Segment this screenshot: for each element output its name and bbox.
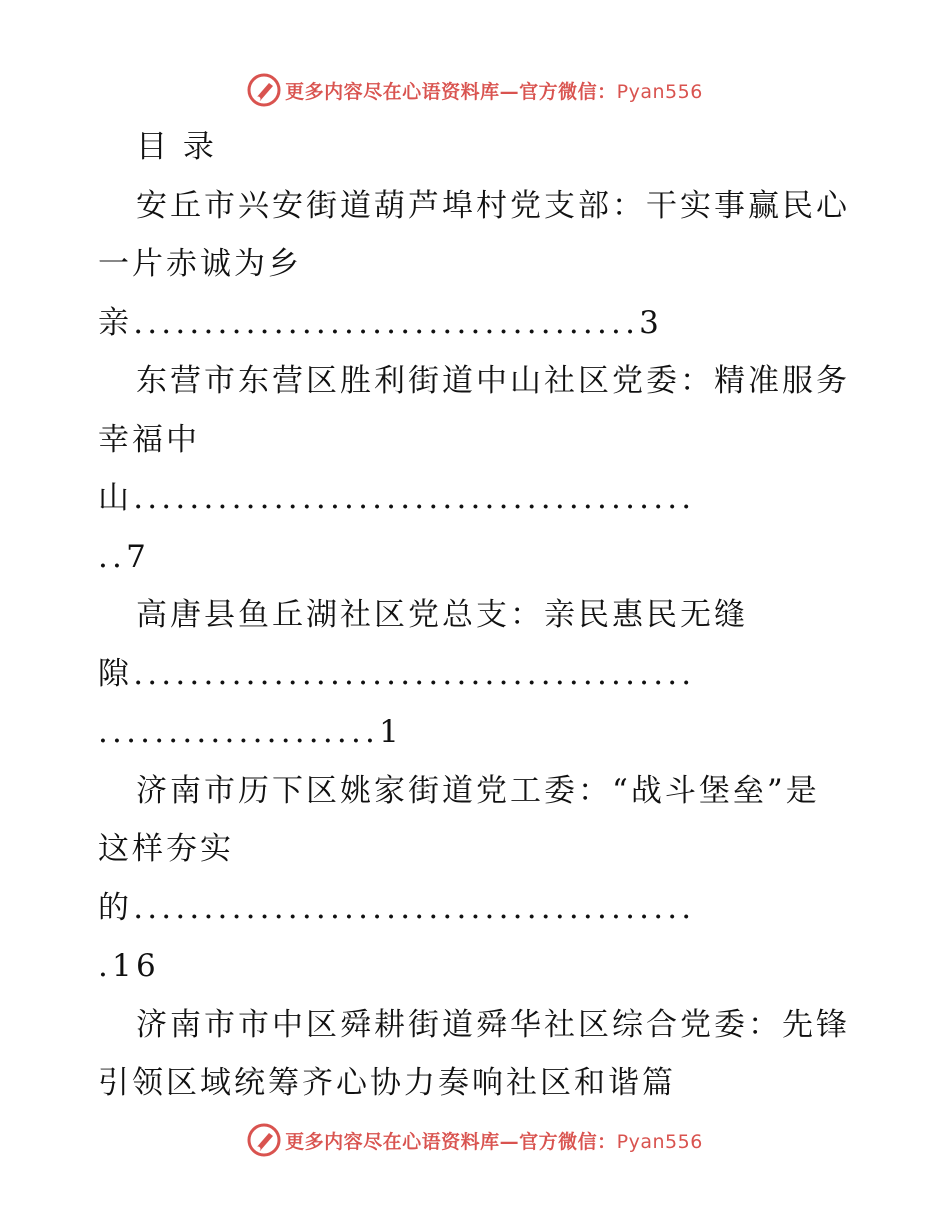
toc-entry-3-page: ....................1 [98, 714, 404, 750]
toc-entry-2-title-cont: 幸福中 [98, 421, 200, 458]
toc-entry-4-page: .16 [98, 948, 160, 984]
toc-entry-2-title: 东营市东营区胜利街道中山社区党委：精准服务 [136, 363, 850, 399]
watermark-top [0, 70, 950, 110]
toc-entry-2-page: ..7 [98, 538, 151, 575]
toc-entry-4-title: 济南市历下区姚家街道党工委：“战斗堡垒”是 [136, 772, 820, 809]
toc-entry-4-title-cont: 这样夯实 [98, 831, 234, 867]
toc-entry-1-title-cont: 一片赤诚为乡 [98, 246, 302, 282]
watermark-bottom [0, 1120, 950, 1160]
table-of-contents [98, 118, 858, 1113]
toc-entry-5-title-cont: 引领区域统筹齐心协力奏响社区和谐篇 [98, 1065, 676, 1101]
toc-entry-4-leader: 的........................................ [98, 889, 696, 926]
toc-heading: 目 录 [136, 129, 217, 165]
toc-entry-1-title: 安丘市兴安街道葫芦埠村党支部：干实事赢民心 [136, 187, 850, 224]
toc-entry-2-leader: 山........................................ [98, 480, 696, 516]
pen-logo-icon [247, 73, 281, 107]
watermark-text: 更多内容尽在心语资料库—官方微信：Pyan556 [285, 1130, 703, 1153]
pen-logo-icon [247, 1123, 281, 1157]
toc-entry-3-leader: 隙........................................ [98, 655, 696, 692]
watermark-text: 更多内容尽在心语资料库—官方微信：Pyan556 [285, 80, 703, 103]
toc-entry-3-title: 高唐县鱼丘湖社区党总支：亲民惠民无缝 [136, 597, 748, 633]
toc-entry-1-page: 亲....................................3 [98, 304, 664, 341]
toc-entry-5-title: 济南市市中区舜耕街道舜华社区综合党委：先锋 [136, 1006, 850, 1043]
